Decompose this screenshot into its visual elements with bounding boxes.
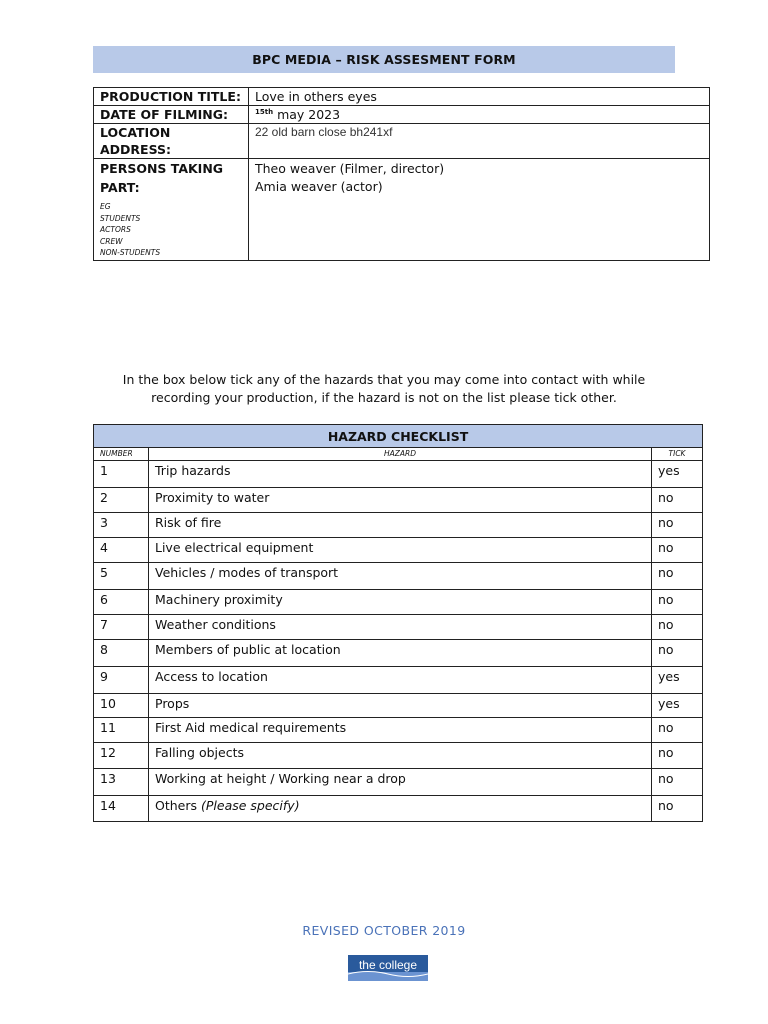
production-title-label: PRODUCTION TITLE: — [94, 88, 249, 106]
col-header-number: NUMBER — [94, 448, 149, 461]
location-address-value: 22 old barn close bh241xf — [249, 124, 710, 159]
persons-examples-list — [100, 201, 242, 259]
hazard-number: 5 — [94, 563, 149, 590]
hazard-row — [94, 743, 703, 769]
hazard-tick[interactable]: no — [652, 513, 703, 538]
persons-example: CREW — [100, 236, 123, 246]
hazard-row — [94, 718, 703, 743]
date-of-filming-value — [249, 106, 710, 124]
hazard-name: Risk of fire — [149, 513, 652, 538]
persons-label-line-1: PERSONS TAKING — [100, 161, 224, 176]
hazard-name: First Aid medical requirements — [149, 718, 652, 743]
persons-example: STUDENTS — [100, 213, 141, 223]
hazard-number: 13 — [94, 769, 149, 796]
hazard-name: Trip hazards — [149, 461, 652, 488]
hazard-tick[interactable]: no — [652, 743, 703, 769]
persons-taking-part-label-cell — [94, 159, 249, 261]
hazard-number: 10 — [94, 694, 149, 718]
production-title-row — [94, 88, 710, 106]
hazard-tick[interactable]: no — [652, 796, 703, 822]
hazard-name: Working at height / Working near a drop — [149, 769, 652, 796]
college-logo — [348, 955, 428, 981]
hazard-name: Props — [149, 694, 652, 718]
hazard-tick[interactable]: yes — [652, 667, 703, 694]
persons-example: NON-STUDENTS — [100, 248, 161, 257]
hazard-tick[interactable]: yes — [652, 461, 703, 488]
hazard-row — [94, 538, 703, 563]
location-address-row — [94, 124, 710, 159]
hazard-row — [94, 769, 703, 796]
hazard-row — [94, 461, 703, 488]
hazard-name: Vehicles / modes of transport — [149, 563, 652, 590]
persons-taking-part-row — [94, 159, 710, 261]
hazard-number: 9 — [94, 667, 149, 694]
persons-label-line-2: PART: — [100, 180, 140, 195]
hazard-row — [94, 590, 703, 615]
hazard-tick[interactable]: no — [652, 538, 703, 563]
hazard-number: 7 — [94, 615, 149, 640]
date-of-filming-label: DATE OF FILMING: — [94, 106, 249, 124]
hazard-name — [149, 796, 652, 822]
hazard-number: 12 — [94, 743, 149, 769]
hazard-number: 8 — [94, 640, 149, 667]
date-text: may 2023 — [277, 107, 341, 122]
instructions-line-2: recording your production, if the hazard is not on the list please tick other. — [151, 390, 617, 405]
date-superscript: 15th — [255, 108, 274, 116]
col-header-tick: TICK — [652, 448, 703, 461]
logo-text: the college — [358, 958, 418, 972]
hazard-row — [94, 796, 703, 822]
hazard-row — [94, 615, 703, 640]
hazard-number: 4 — [94, 538, 149, 563]
hazard-checklist-header-row — [94, 425, 703, 448]
person-entry: Theo weaver (Filmer, director) — [255, 161, 445, 176]
persons-example: ACTORS — [100, 225, 131, 234]
hazard-tick[interactable]: no — [652, 563, 703, 590]
hazard-checklist-table — [93, 424, 703, 822]
hazard-number: 2 — [94, 488, 149, 513]
hazard-tick[interactable]: yes — [652, 694, 703, 718]
persons-taking-part-value-cell — [249, 159, 710, 261]
persons-example: EG — [100, 202, 111, 211]
hazard-tick[interactable]: no — [652, 615, 703, 640]
col-header-hazard: HAZARD — [149, 448, 652, 461]
hazard-row — [94, 488, 703, 513]
hazard-name: Members of public at location — [149, 640, 652, 667]
hazard-number: 11 — [94, 718, 149, 743]
hazard-number: 1 — [94, 461, 149, 488]
hazard-number: 3 — [94, 513, 149, 538]
hazard-tick[interactable]: no — [652, 590, 703, 615]
hazard-row — [94, 513, 703, 538]
hazard-row — [94, 640, 703, 667]
production-info-table — [93, 87, 710, 261]
hazard-name: Proximity to water — [149, 488, 652, 513]
hazard-tick[interactable]: no — [652, 488, 703, 513]
location-address-label: LOCATION ADDRESS: — [94, 124, 249, 159]
hazard-row — [94, 563, 703, 590]
person-entry: Amia weaver (actor) — [255, 179, 383, 194]
form-title: BPC MEDIA – RISK ASSESMENT FORM — [252, 52, 516, 67]
hazard-tick[interactable]: no — [652, 769, 703, 796]
hazard-name: Falling objects — [149, 743, 652, 769]
hazard-instructions — [93, 371, 675, 407]
hazard-number: 6 — [94, 590, 149, 615]
hazard-name: Weather conditions — [149, 615, 652, 640]
hazard-checklist-title: HAZARD CHECKLIST — [94, 425, 703, 448]
date-of-filming-row — [94, 106, 710, 124]
hazard-name: Access to location — [149, 667, 652, 694]
hazard-row — [94, 667, 703, 694]
hazard-column-headers — [94, 448, 703, 461]
hazard-row — [94, 694, 703, 718]
hazard-tick[interactable]: no — [652, 718, 703, 743]
instructions-line-1: In the box below tick any of the hazards that you may come into contact with while — [122, 372, 646, 387]
hazard-name: Live electrical equipment — [149, 538, 652, 563]
production-title-value: Love in others eyes — [249, 88, 710, 106]
hazard-name: Machinery proximity — [149, 590, 652, 615]
hazard-number: 14 — [94, 796, 149, 822]
revised-date: REVISED OCTOBER 2019 — [302, 923, 466, 938]
form-title-bar — [93, 46, 675, 73]
hazard-name-text: Others — [155, 798, 198, 813]
hazard-name-note: (Please specify) — [201, 798, 300, 813]
hazard-tick[interactable]: no — [652, 640, 703, 667]
